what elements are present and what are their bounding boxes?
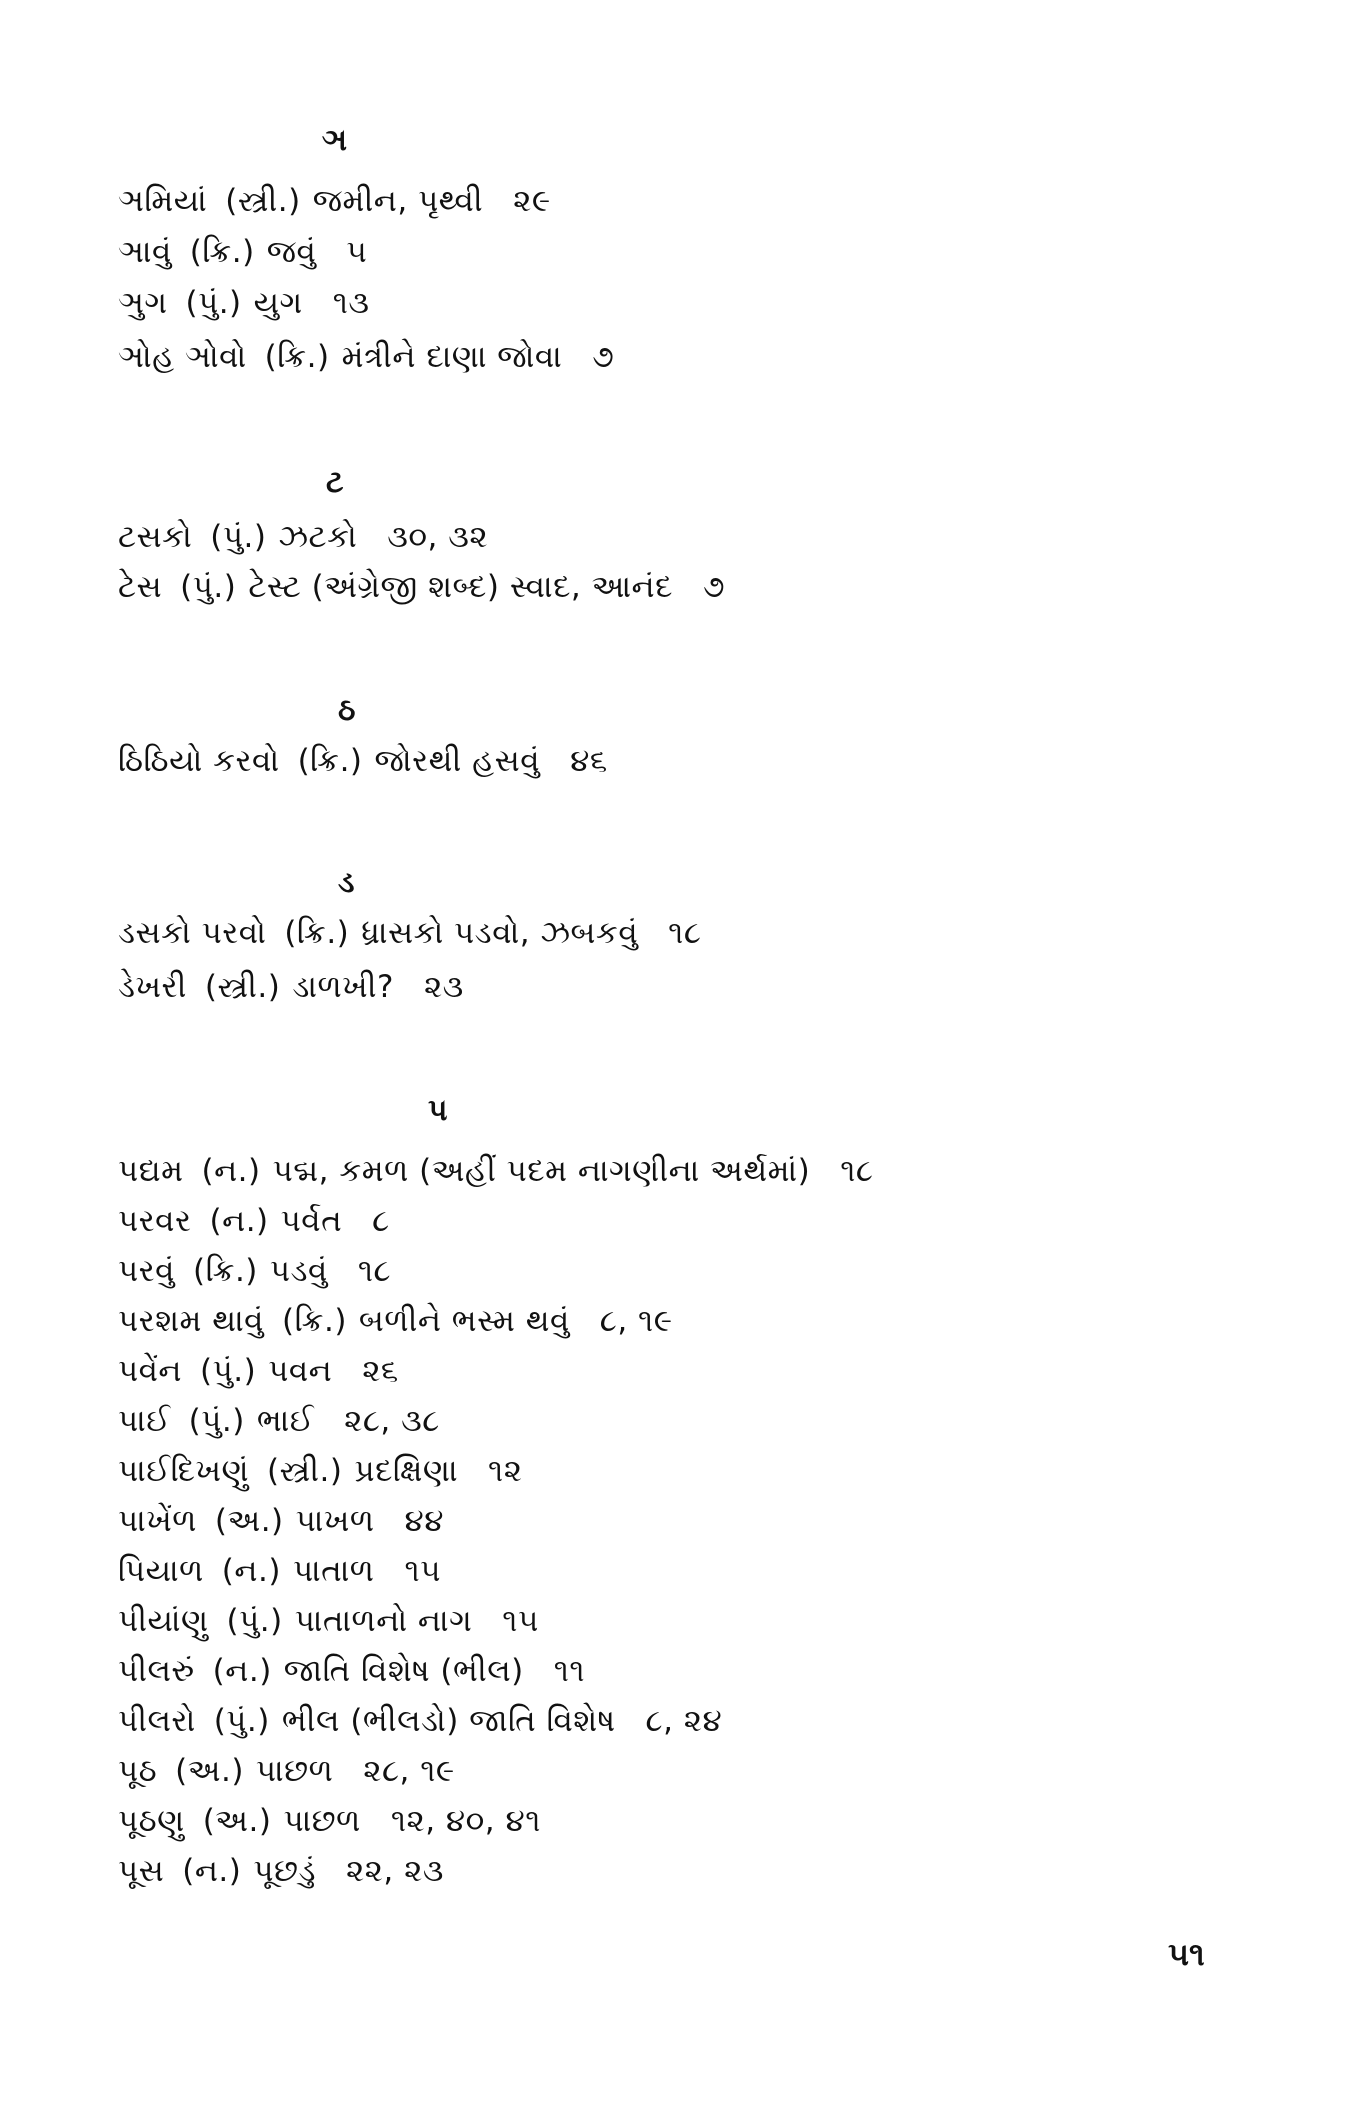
entry-word: ડસકો પરવો bbox=[118, 915, 267, 951]
entry-pos: (પું.) bbox=[213, 1703, 270, 1739]
glossary-entry bbox=[118, 1303, 691, 1339]
entry-meaning: પાતાળનો નાગ bbox=[294, 1603, 473, 1639]
entry-pos: (પું.) bbox=[210, 519, 267, 555]
entry-pos: (પું.) bbox=[226, 1603, 283, 1639]
page-number: ૫૧ bbox=[1168, 1935, 1205, 1973]
entry-word: પીયાંણુ bbox=[118, 1603, 209, 1639]
entry-refs: ૧૮ bbox=[840, 1153, 874, 1189]
entry-refs: ૧૧ bbox=[553, 1653, 586, 1689]
entry-word: ડેખરી bbox=[118, 969, 187, 1005]
entry-word: ઞાવું bbox=[118, 234, 172, 270]
glossary-entry bbox=[118, 1803, 559, 1839]
entry-refs: ૨૮, ૩૮ bbox=[344, 1403, 440, 1439]
entry-meaning: ઝટકો bbox=[278, 519, 358, 555]
glossary-entry bbox=[118, 1853, 462, 1889]
entry-meaning: મંત્રીને દાણા જોવા bbox=[341, 339, 563, 375]
entry-meaning: પાખળ bbox=[295, 1503, 375, 1539]
glossary-entry bbox=[118, 1753, 473, 1789]
entry-pos: (ક્રિ.) bbox=[192, 1253, 258, 1289]
entry-meaning: જમીન, પૃથ્વી bbox=[312, 183, 484, 219]
entry-pos: (પું.) bbox=[188, 1403, 245, 1439]
entry-refs: ૮, ૧૯ bbox=[599, 1303, 673, 1339]
entry-pos: (ન.) bbox=[182, 1853, 242, 1889]
glossary-entry bbox=[118, 1503, 462, 1539]
entry-meaning: પડવું bbox=[269, 1253, 328, 1289]
entry-word: પૂઠણુ bbox=[118, 1803, 185, 1839]
glossary-entry bbox=[118, 1653, 603, 1689]
entry-refs: ૨૨, ૨૩ bbox=[345, 1853, 444, 1889]
entry-refs: ૩૦, ૩૨ bbox=[387, 519, 489, 555]
entry-pos: (પું.) bbox=[185, 285, 242, 321]
glossary-entry bbox=[118, 743, 626, 779]
entry-pos: (અ.) bbox=[175, 1753, 244, 1789]
entry-word: પાખેંળ bbox=[118, 1503, 197, 1539]
glossary-entry bbox=[118, 183, 569, 219]
entry-pos: (સ્ત્રી.) bbox=[204, 969, 281, 1005]
glossary-entry bbox=[118, 1553, 459, 1589]
entry-refs: ૨૩ bbox=[423, 969, 464, 1005]
glossary-entry bbox=[118, 1203, 408, 1239]
entry-pos: (પું.) bbox=[180, 569, 237, 605]
entry-meaning: જવું bbox=[266, 234, 317, 270]
glossary-entry bbox=[118, 1403, 458, 1439]
entry-word: પરશમ થાવું bbox=[118, 1303, 264, 1339]
entry-pos: (ન.) bbox=[221, 1553, 281, 1589]
glossary-entry bbox=[118, 285, 388, 321]
entry-pos: (ન.) bbox=[201, 1153, 261, 1189]
entry-word: પીલરો bbox=[118, 1703, 196, 1739]
entry-word: પૂઠ bbox=[118, 1753, 158, 1789]
entry-pos: (અ.) bbox=[214, 1503, 284, 1539]
entry-meaning: પવન bbox=[268, 1353, 333, 1389]
entry-meaning: પદ્મ, કમળ (અહીં પદમ નાગણીના અર્થમાં) bbox=[272, 1153, 811, 1189]
glossary-entry bbox=[118, 1353, 417, 1389]
entry-word: પવેંન bbox=[118, 1353, 183, 1389]
entry-meaning: જાતિ વિશેષ (ભીલ) bbox=[283, 1653, 524, 1689]
glossary-entry bbox=[118, 1253, 409, 1289]
entry-meaning: બળીને ભસ્મ થવું bbox=[358, 1303, 570, 1339]
entry-pos: (ક્રિ.) bbox=[297, 743, 363, 779]
entry-word: ટેસ bbox=[118, 569, 163, 605]
entry-refs: ૧૩ bbox=[332, 285, 370, 321]
entry-refs: ૨૬ bbox=[362, 1353, 399, 1389]
entry-pos: (અ.) bbox=[202, 1803, 272, 1839]
glossary-entry bbox=[118, 339, 632, 375]
entry-word: પાઈદિખણું bbox=[118, 1453, 249, 1489]
glossary-entry bbox=[118, 1703, 740, 1739]
entry-word: પીલરું bbox=[118, 1653, 195, 1689]
entry-word: ઞુગ bbox=[118, 285, 168, 321]
entry-word: પાઈ bbox=[118, 1403, 171, 1439]
entry-refs: ૧૮ bbox=[357, 1253, 392, 1289]
entry-word: પૂસ bbox=[118, 1853, 165, 1889]
section-heading-letter: ઞ bbox=[322, 123, 348, 158]
entry-refs: ૨૮, ૧૯ bbox=[363, 1753, 455, 1789]
entry-word: ટસકો bbox=[118, 519, 193, 555]
entry-meaning: ધ્રાસકો પડવો, ઝબકવું bbox=[361, 915, 639, 951]
entry-word: પરવું bbox=[118, 1253, 175, 1289]
entry-word: ઠિઠિયો કરવો bbox=[118, 743, 280, 779]
entry-meaning: પૂછડું bbox=[253, 1853, 316, 1889]
entry-refs: ૭ bbox=[592, 339, 615, 375]
entry-word: પદ્યમ bbox=[118, 1153, 184, 1189]
glossary-entry bbox=[118, 969, 482, 1005]
section-heading-letter: ટ bbox=[326, 465, 344, 500]
glossary-entry bbox=[118, 234, 385, 270]
entry-pos: (સ્ત્રી.) bbox=[225, 183, 301, 219]
entry-meaning: પ્રદક્ષિણા bbox=[354, 1453, 459, 1489]
entry-pos: (સ્ત્રી.) bbox=[267, 1453, 343, 1489]
entry-word: પરવર bbox=[118, 1203, 192, 1239]
entry-word: પિયાળ bbox=[118, 1553, 204, 1589]
entry-meaning: પાછળ bbox=[255, 1753, 334, 1789]
entry-meaning: જોરથી હસવું bbox=[374, 743, 541, 779]
entry-meaning: પર્વત bbox=[280, 1203, 343, 1239]
glossary-entry bbox=[118, 1453, 540, 1489]
section-heading-letter: પ bbox=[428, 1093, 448, 1128]
entry-refs: ૨૯ bbox=[513, 183, 551, 219]
glossary-entry bbox=[118, 1603, 557, 1639]
entry-pos: (ન.) bbox=[209, 1203, 269, 1239]
entry-meaning: પાતાળ bbox=[292, 1553, 375, 1589]
entry-meaning: ભીલ (ભીલડો) જાતિ વિશેષ bbox=[281, 1703, 616, 1739]
entry-meaning: ભાઈ bbox=[256, 1403, 315, 1439]
entry-pos: (ક્રિ.) bbox=[284, 915, 350, 951]
entry-refs: ૫ bbox=[346, 234, 368, 270]
entry-meaning: યુગ bbox=[253, 285, 303, 321]
glossary-entry bbox=[118, 1153, 891, 1189]
glossary-entry bbox=[118, 569, 743, 605]
entry-meaning: પાછળ bbox=[283, 1803, 361, 1839]
entry-refs: ૧૨ bbox=[488, 1453, 523, 1489]
entry-refs: ૧૮ bbox=[668, 915, 702, 951]
entry-pos: (ક્રિ.) bbox=[189, 234, 255, 270]
entry-refs: ૪૬ bbox=[570, 743, 608, 779]
entry-word: ઞોહ ઞોવો bbox=[118, 339, 247, 375]
entry-refs: ૮ bbox=[372, 1203, 390, 1239]
entry-refs: ૧૨, ૪૦, ૪૧ bbox=[390, 1803, 541, 1839]
entry-word: ઞમિયાં bbox=[118, 183, 208, 219]
entry-refs: ૪૪ bbox=[404, 1503, 444, 1539]
entry-refs: ૧૫ bbox=[404, 1553, 442, 1589]
entry-refs: ૭ bbox=[702, 569, 726, 605]
entry-refs: ૧૫ bbox=[502, 1603, 539, 1639]
entry-meaning: ટેસ્ટ (અંગ્રેજી શબ્દ) સ્વાદ, આનંદ bbox=[248, 569, 673, 605]
glossary-entry bbox=[118, 519, 506, 555]
entry-pos: (ક્રિ.) bbox=[281, 1303, 347, 1339]
section-heading-letter: ઠ bbox=[338, 693, 356, 728]
entry-pos: (ક્રિ.) bbox=[264, 339, 330, 375]
glossary-entry bbox=[118, 915, 719, 951]
entry-pos: (ન.) bbox=[212, 1653, 272, 1689]
section-heading-letter: ડ bbox=[338, 865, 355, 900]
entry-meaning: ડાળખી? bbox=[292, 969, 394, 1005]
entry-pos: (પું.) bbox=[200, 1353, 257, 1389]
entry-refs: ૮, ૨૪ bbox=[645, 1703, 723, 1739]
